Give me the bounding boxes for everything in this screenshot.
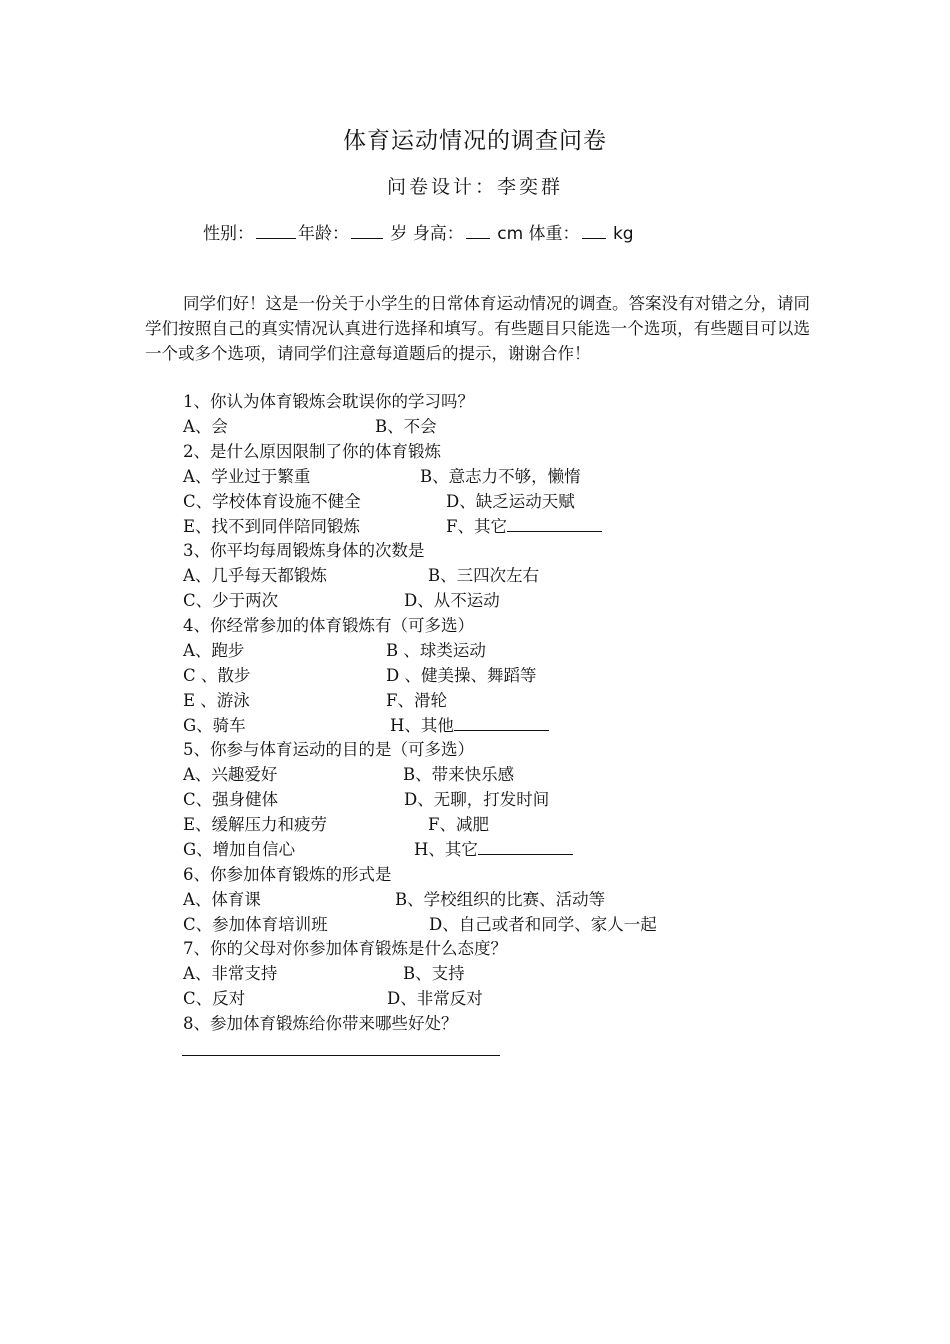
height-label: 身高： (412, 224, 464, 244)
q2-option-c[interactable]: C、学校体育设施不健全 (183, 492, 361, 511)
q2-option-d[interactable]: D、缺乏运动天赋 (446, 492, 575, 511)
q2-option-e[interactable]: E、找不到同伴陪同锻炼 (183, 517, 361, 536)
height-blank[interactable] (466, 223, 490, 239)
q6-option-d[interactable]: D、自己或者和同学、家人一起 (429, 915, 657, 934)
q5-option-g[interactable]: G、增加自信心 (183, 840, 296, 859)
q6-option-a[interactable]: A、体育课 (183, 890, 261, 909)
q7-option-d[interactable]: D、非常反对 (387, 989, 483, 1008)
designer-line: 问卷设计：李奕群 (386, 176, 563, 198)
q4-option-e[interactable]: E 、游泳 (183, 691, 250, 710)
q4-option-c[interactable]: C 、散步 (183, 666, 251, 685)
weight-label: 体重： (528, 224, 580, 244)
page-title: 体育运动情况的调查问卷 (343, 128, 607, 154)
q2-other-blank[interactable] (507, 516, 602, 532)
q4-other-blank[interactable] (454, 715, 549, 731)
q8-answer-line[interactable] (182, 1055, 500, 1056)
q2-option-f[interactable]: F、其它 (446, 516, 602, 538)
question-5: 5、你参与体育运动的目的是（可多选） (183, 740, 474, 759)
q6-option-b[interactable]: B、学校组织的比赛、活动等 (395, 890, 606, 909)
question-8: 8、参加体育锻炼给你带来哪些好处？ (183, 1014, 458, 1033)
q7-option-a[interactable]: A、非常支持 (183, 964, 278, 983)
personal-info-line (203, 219, 634, 244)
q5-option-h[interactable]: H、其它 (414, 839, 573, 861)
age-unit: 岁 (390, 224, 408, 244)
q5-option-e[interactable]: E、缓解压力和疲劳 (183, 815, 328, 834)
q4-option-g[interactable]: G、骑车 (183, 716, 246, 735)
height-unit: cm (497, 224, 524, 244)
q4-option-a[interactable]: A、跑步 (183, 641, 245, 660)
question-3: 3、你平均每周锻炼身体的次数是 (183, 541, 425, 560)
gender-label: 性别： (203, 224, 254, 244)
q7-option-c[interactable]: C、反对 (183, 989, 246, 1008)
question-4: 4、你经常参加的体育锻炼有（可多选） (183, 616, 474, 635)
gender-blank[interactable] (256, 223, 296, 239)
q3-option-b[interactable]: B、三四次左右 (428, 566, 540, 585)
q5-other-blank[interactable] (478, 839, 573, 855)
q5-option-a[interactable]: A、兴趣爱好 (183, 765, 278, 784)
question-6: 6、你参加体育锻炼的形式是 (183, 865, 392, 884)
q4-option-f[interactable]: F、滑轮 (386, 691, 447, 710)
question-7: 7、你的父母对你参加体育锻炼是什么态度？ (183, 939, 507, 958)
q4-option-b[interactable]: B 、球类运动 (386, 641, 486, 660)
q5-option-b[interactable]: B、带来快乐感 (403, 765, 515, 784)
q2-option-b[interactable]: B、意志力不够，懒惰 (420, 467, 581, 486)
q3-option-d[interactable]: D、从不运动 (404, 591, 500, 610)
age-blank[interactable] (351, 223, 383, 239)
q5-option-f[interactable]: F、减肥 (428, 815, 489, 834)
age-label: 年龄： (298, 224, 349, 244)
q3-option-c[interactable]: C、少于两次 (183, 591, 279, 610)
q4-option-h[interactable]: H、其他 (390, 715, 549, 737)
q7-option-b[interactable]: B、支持 (403, 964, 465, 983)
q4-option-d[interactable]: D 、健美操、舞蹈等 (386, 666, 537, 685)
question-1: 1、你认为体育锻炼会耽误你的学习吗？ (183, 392, 474, 411)
q5-option-d[interactable]: D、无聊，打发时间 (404, 790, 550, 809)
question-2: 2、是什么原因限制了你的体育锻炼 (183, 442, 441, 461)
q2-option-a[interactable]: A、学业过于繁重 (183, 467, 311, 486)
weight-unit: kg (612, 224, 634, 244)
weight-blank[interactable] (582, 223, 606, 239)
intro-paragraph: 同学们好！这是一份关于小学生的日常体育运动情况的调查。答案没有对错之分，请同学们按照自己的真实情况认真进行选择和填写。有些题目只能选一个选项，有些题目可以选一个或多个选项，请同学们注意每道题后的提示，谢谢合作！ (145, 294, 810, 363)
q1-option-a[interactable]: A、会 (183, 417, 228, 436)
q5-option-c[interactable]: C、强身健体 (183, 790, 279, 809)
q3-option-a[interactable]: A、几乎每天都锻炼 (183, 566, 327, 585)
q1-option-b[interactable]: B、不会 (375, 417, 437, 436)
q6-option-c[interactable]: C、参加体育培训班 (183, 915, 328, 934)
